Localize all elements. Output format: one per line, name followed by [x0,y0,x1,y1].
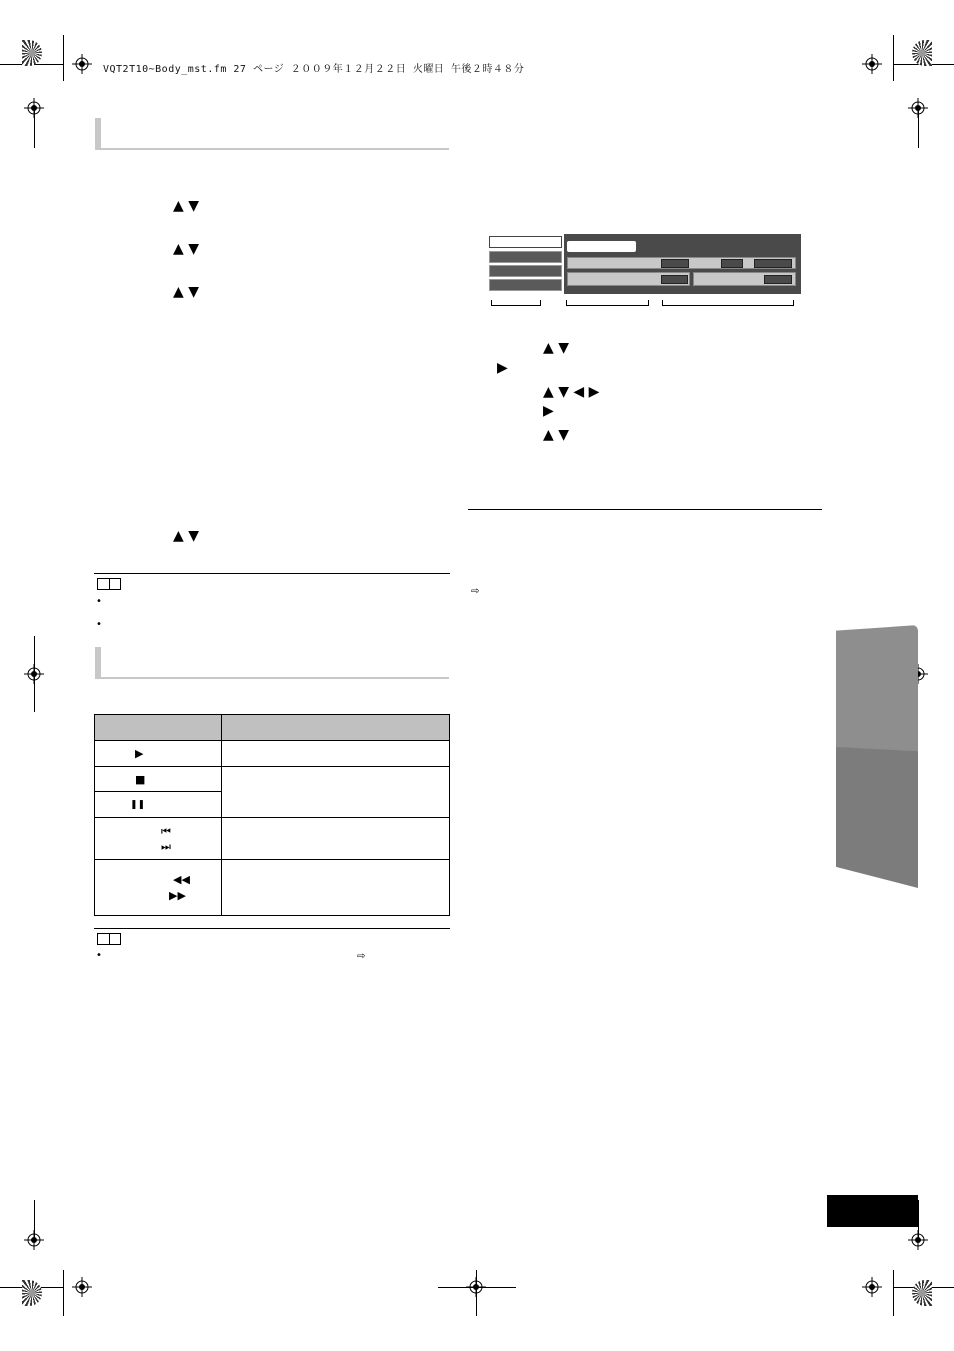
skip-back-icon: ⏮ [161,824,171,838]
bullet-icon: • [96,619,102,630]
table-row [95,860,450,916]
reference-arrow-icon: ⇨ [357,951,366,962]
section-heading-1 [95,118,449,150]
callout-bracket [566,300,649,306]
osd-title-box [567,241,636,252]
section-heading-2 [95,647,449,679]
rewind-icon: ◀◀ [173,872,190,886]
side-index-tab-2 [836,747,918,888]
note-book-icon [97,933,121,945]
table-row [95,767,450,792]
up-down-arrows-3: ▲ ▼ [173,284,199,300]
on-screen-display-illustration [489,234,801,294]
bullet-icon: • [96,596,102,607]
four-way-arrows: ▲ ▼ ◀ ▶ [543,384,600,400]
osd-tab [489,251,562,263]
osd-row [693,272,796,286]
pause-icon: ❚❚ [95,792,222,818]
operations-table [94,714,450,916]
table-header-cell [222,715,450,741]
play-arrow-icon: ▶ [543,403,554,419]
table-row [95,741,450,767]
osd-tab [489,279,562,291]
bullet-icon: • [96,950,102,961]
osd-row [567,257,796,269]
osd-tab [489,236,562,248]
osd-tab [489,265,562,277]
callout-bracket [662,300,794,306]
up-down-arrows-2: ▲ ▼ [173,241,199,257]
up-down-arrows-4: ▲ ▼ [173,528,199,544]
note-divider-1 [94,573,450,574]
running-header: VQT2T10~Body_mst.fm 27 ページ ２００９年１２月２２日 火曜日 午後２時４８分 [103,64,525,75]
note-divider-2 [94,928,450,929]
play-icon: ▶ [95,741,222,767]
skip-forward-icon: ⏭ [161,839,171,853]
up-down-arrows-1: ▲ ▼ [173,198,199,214]
reference-arrow-icon: ⇨ [471,586,480,597]
osd-row [567,272,690,286]
callout-bracket [491,300,541,306]
table-header-cell [95,715,222,741]
up-down-arrows-5: ▲ ▼ [543,340,569,356]
column-divider [468,509,822,510]
stop-icon: ■ [95,767,222,792]
table-row [95,818,450,860]
play-arrow-icon: ▶ [497,360,508,376]
side-index-tab-1 [836,625,918,767]
note-book-icon [97,578,121,590]
up-down-arrows-6: ▲ ▼ [543,427,569,443]
page-number-tab [827,1195,918,1227]
fast-forward-icon: ▶▶ [169,888,186,902]
osd-panel [564,234,801,294]
